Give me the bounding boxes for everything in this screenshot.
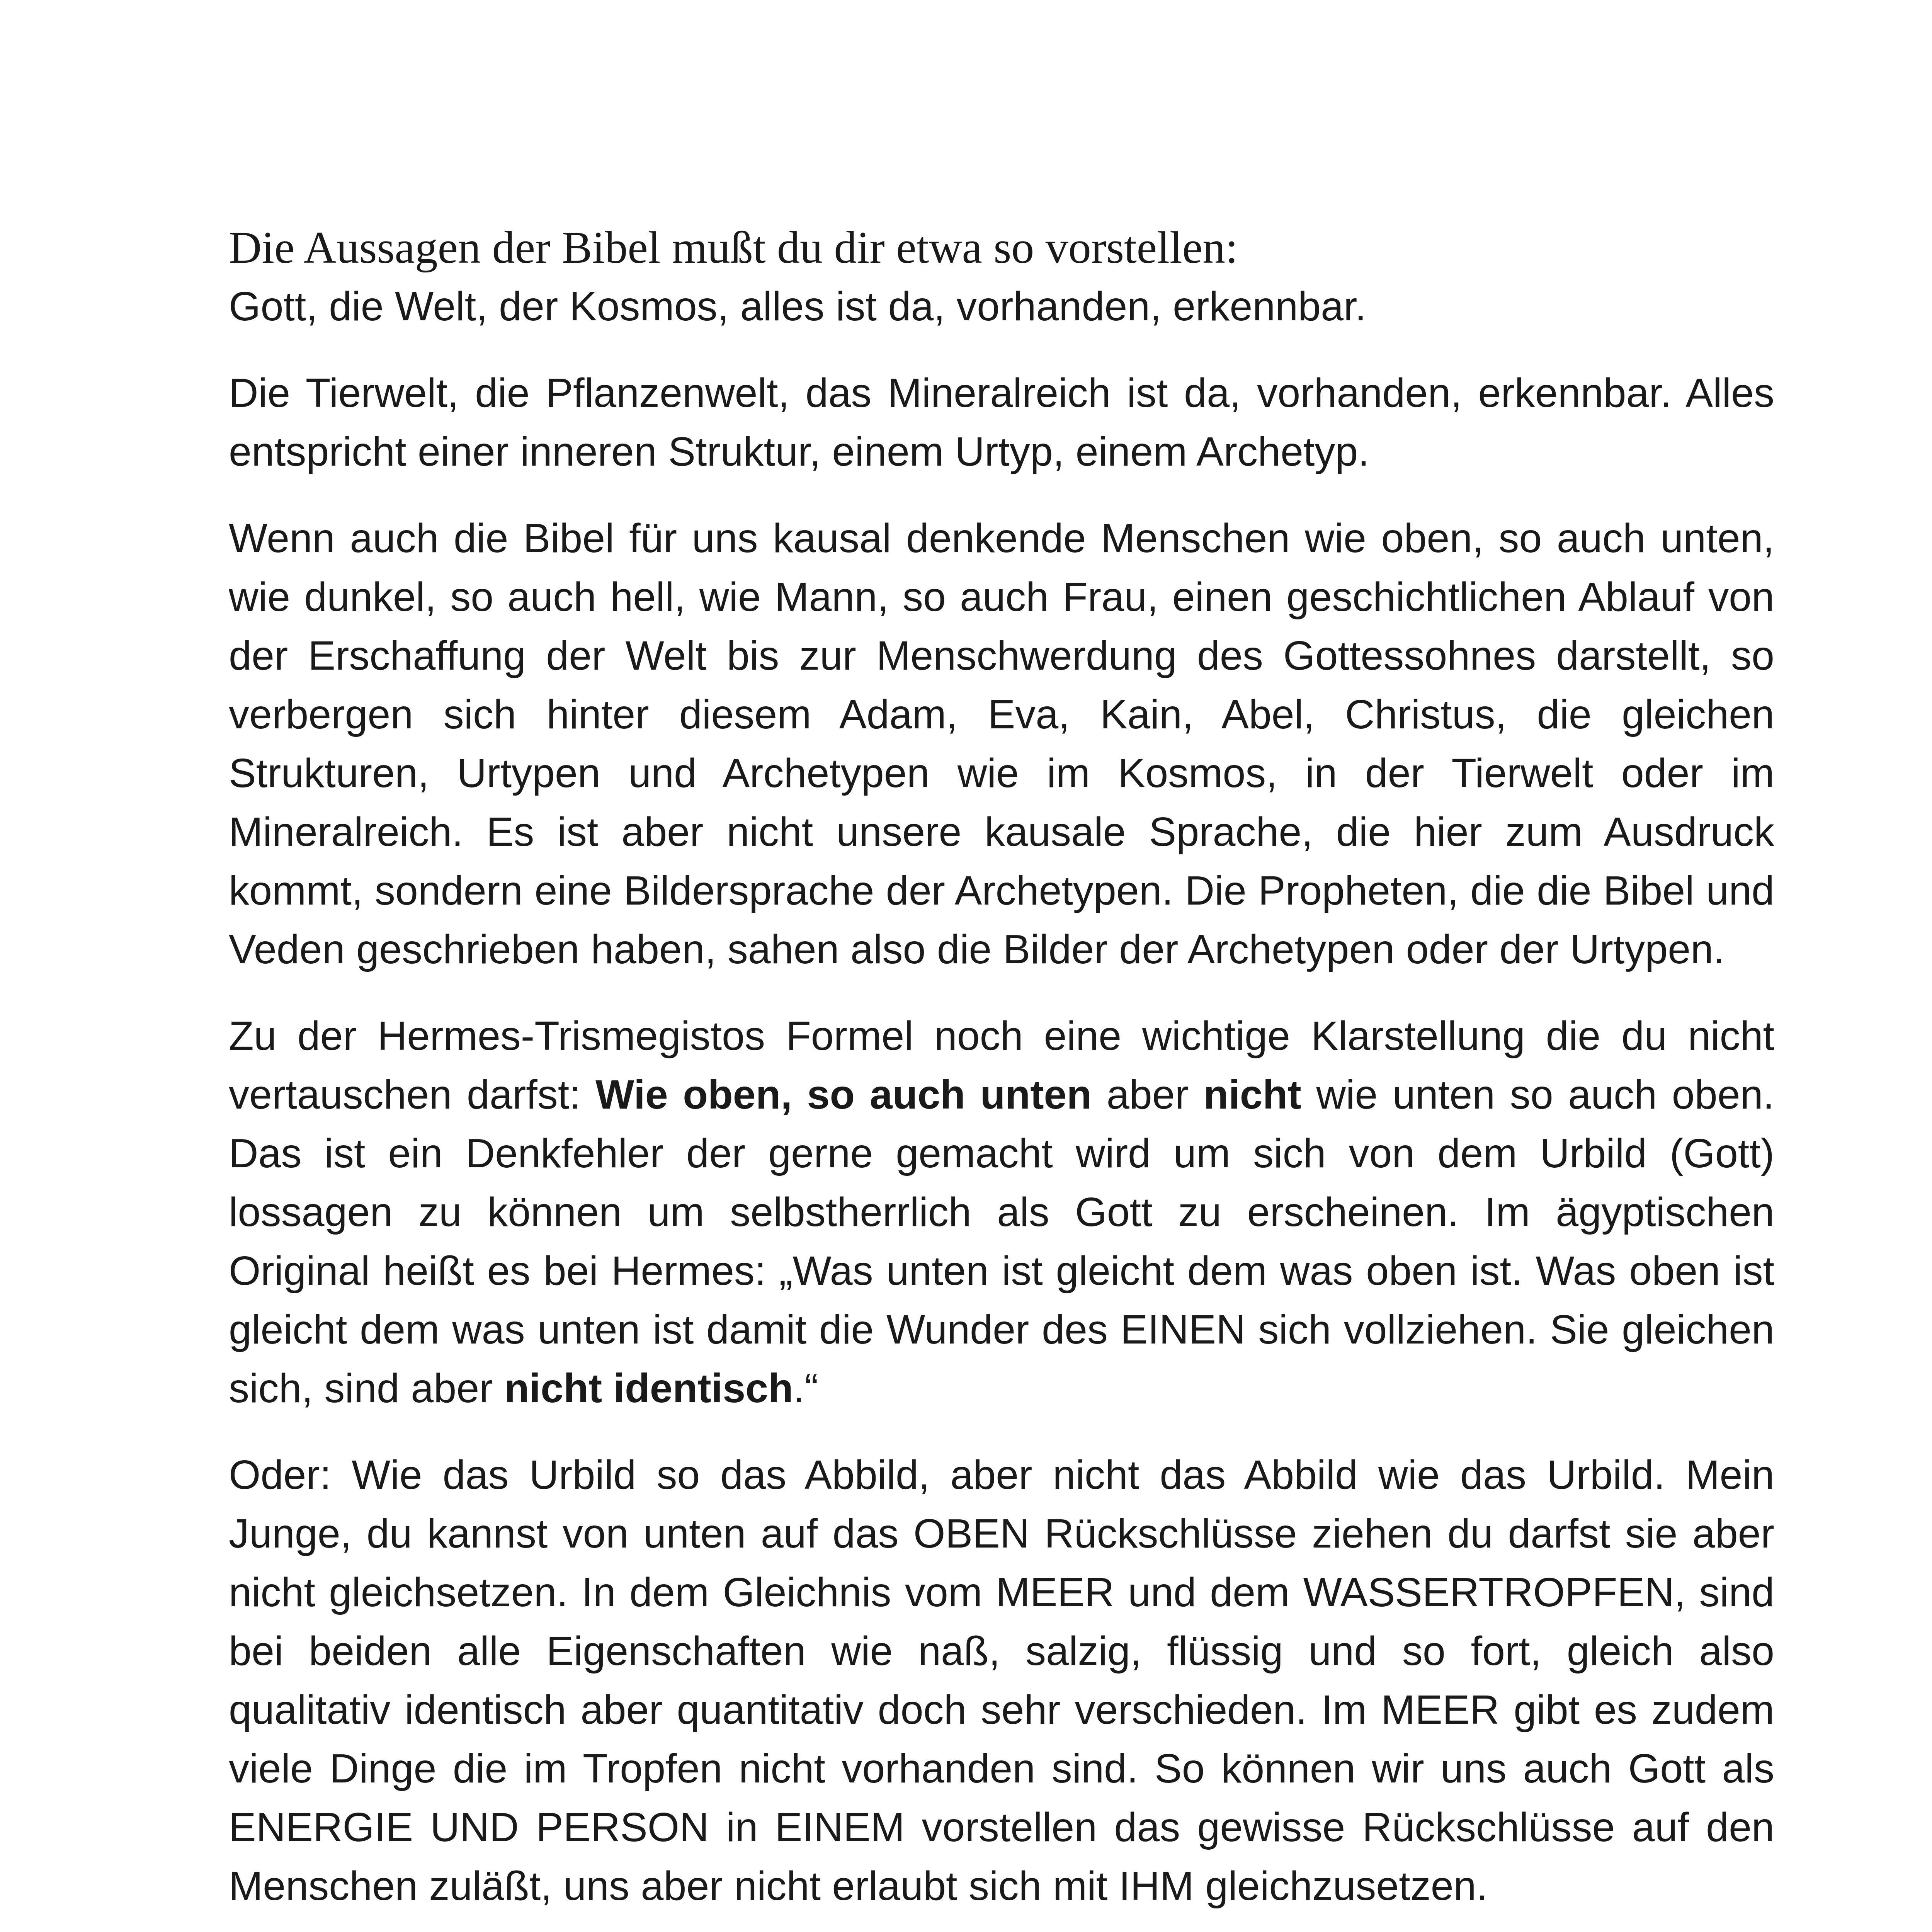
paragraph-2: Wenn auch die Bibel für uns kausal denkende Menschen wie oben, so auch unten, wie dunkel, so auch hell, wie Mann, so auch Frau, einen geschichtlichen Ablauf von der Erschaffung der Welt bis zur Menschwerdung des Gottessohnes darstellt, so verbergen sich hinter diesem Adam, Eva, Kain, Abel, Christus, die gleichen Strukturen, Urtypen und Archetypen wie im Kosmos, in der Tierwelt oder im Mineralreich. Es ist aber nicht unsere kausale Sprache, die hier zum Ausdruck kommt, sondern eine Bildersprache der Archetypen. Die Propheten, die die Bibel und Veden geschrieben haben, sahen also die Bilder der Archetypen oder der Urtypen. [229, 515, 1774, 972]
intro-line: Die Aussagen der Bibel mußt du dir etwa so vorstellen: [229, 222, 1238, 273]
paragraph-3 [229, 1007, 1774, 1418]
bold-word-nicht: nicht [1203, 1072, 1301, 1117]
bold-phrase-nicht-identisch: nicht identisch [504, 1366, 793, 1411]
paragraph-3-text-a: Zu der Hermes-Trismegistos Formel noch eine wichtige Klarstellung die du nicht vertauschen darfst: [229, 1013, 1774, 1117]
paragraph-3-text-c: aber [1092, 1072, 1204, 1117]
paragraph-3-text-e: wie unten so auch oben. Das ist ein Denkfehler der gerne gemacht wird um sich von dem Urbild (Gott) lossagen zu können um selbstherrlich als Gott zu erscheinen. Im ägyptischen Original heißt es bei Hermes: „Was unten ist gleicht dem was oben ist. Was oben ist gleicht dem was unten ist damit die Wunder des EINEN sich vollziehen. Sie gleichen sich, sind aber [229, 1072, 1774, 1411]
paragraph-0: Gott, die Welt, der Kosmos, alles ist da, vorhanden, erkennbar. [229, 284, 1367, 329]
paragraph-4: Oder: Wie das Urbild so das Abbild, aber nicht das Abbild wie das Urbild. Mein Junge, du kannst von unten auf das OBEN Rückschlüsse ziehen du darfst sie aber nicht gleichsetzen. In dem Gleichnis vom MEER und dem WASSERTROPFEN, sind bei beiden alle Eigenschaften wie naß, salzig, flüssig und so fort, gleich also qualitativ identisch aber quantitativ doch sehr verschieden. Im MEER gibt es zudem viele Dinge die im Tropfen nicht vorhanden sind. So können wir uns auch Gott als ENERGIE UND PERSON in EINEM vorstellen das gewisse Rückschlüsse auf den Menschen zuläßt, uns aber nicht erlaubt sich mit IHM gleichzusetzen. [229, 1452, 1774, 1909]
paragraph-3-text-g: .“ [793, 1366, 818, 1411]
bold-phrase-wie-oben: Wie oben, so auch unten [595, 1072, 1092, 1117]
paragraph-1: Die Tierwelt, die Pflanzenwelt, das Mineralreich ist da, vorhanden, erkennbar. Alles entspricht einer inneren Struktur, einem Urtyp, einem Archetyp. [229, 370, 1774, 474]
body-text [229, 218, 1774, 1932]
